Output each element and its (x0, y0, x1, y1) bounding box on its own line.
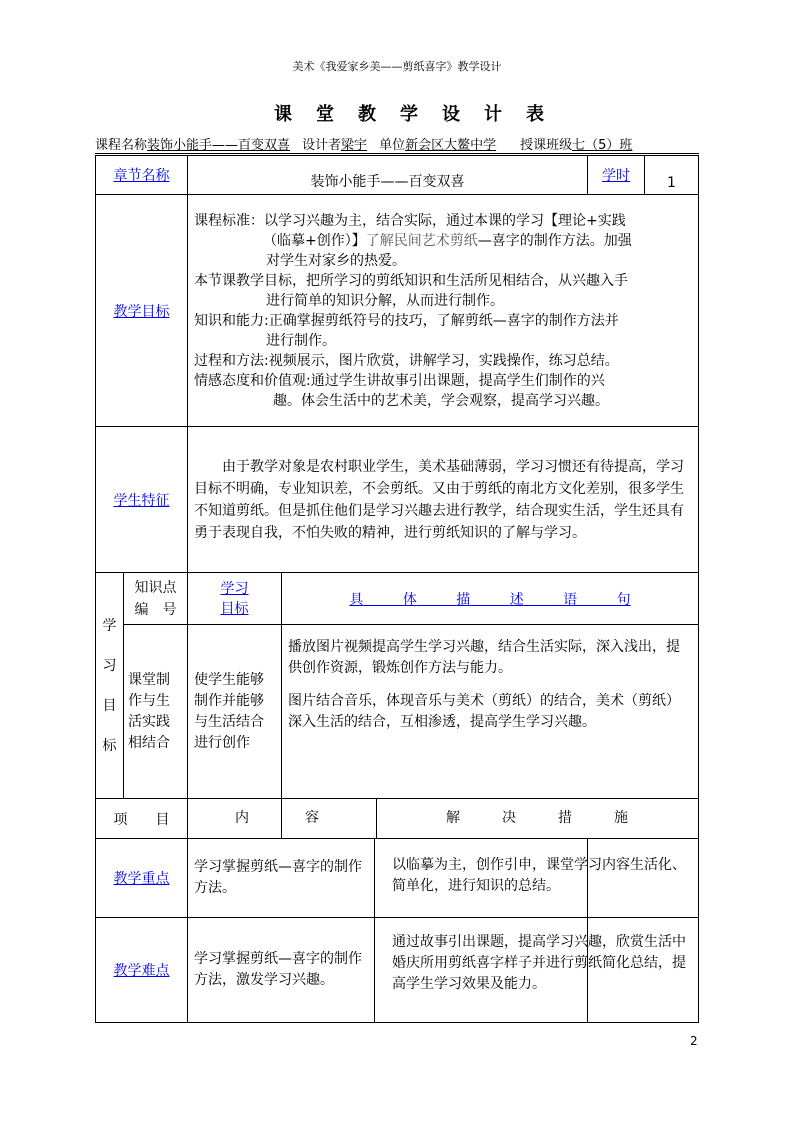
designer-label: 设计者 (302, 138, 342, 153)
key-label[interactable]: 教学重点 (96, 839, 188, 918)
chapter-row (96, 155, 699, 195)
knowledge-head-a: 知识点 (134, 579, 177, 596)
desc-char-6: 句 (616, 591, 631, 608)
description-cell (282, 625, 699, 799)
chapter-label[interactable]: 章节名称 (96, 155, 188, 195)
goals-line-9: 情感态度和价值观:通过学生讲故事引出课题，提高学生们制作的兴 (194, 372, 605, 389)
designer-value: 梁宇 (341, 138, 368, 153)
course-label: 课程名称 (95, 138, 148, 153)
chapter-value: 装饰小能手——百变双喜 (188, 155, 588, 195)
learning-side-label (96, 573, 124, 799)
difficult-content: 学习掌握剪纸—喜字的制作方法，激发学习兴趣。 (188, 918, 375, 1022)
goals-content (188, 195, 699, 427)
students-label[interactable]: 学生特征 (96, 427, 188, 573)
side-char-1: 学 (102, 617, 117, 634)
unit-label: 单位 (379, 138, 406, 153)
goals-line-4: 本节课教学目标，把所学习的剪纸知识和生活所见相结合，从兴趣入手 (194, 272, 628, 289)
goals-line-8: 过程和方法:视频展示，图片欣赏，讲解学习，实践操作，练习总结。 (194, 352, 619, 369)
content-head-overlay: 内 容 (235, 810, 319, 826)
side-char-2: 习 (102, 657, 117, 674)
objective-head-a: 学习 (220, 580, 249, 597)
hours-value: 1 (645, 155, 699, 195)
objective-head[interactable] (188, 573, 282, 625)
desc-char-5: 语 (563, 591, 578, 608)
students-text: 由于教学对象是农村职业学生，美术基础薄弱，学习习惯还有待提高，学习目标不明确，专业知识差，不会剪纸。又由于剪纸的南北方文化差别，很多学生不知道剪纸。但是抓住他们是学习兴趣去进行教学，结合现实生活，学生还具有勇于表现自我，不怕失败的精神，进行剪纸知识的了解与学习。 (194, 458, 684, 541)
knowledge-head (124, 573, 188, 625)
goals-line-2a: （临摹+创作）】 (263, 232, 366, 249)
key-content: 学习掌握剪纸—喜字的制作方法。 (188, 839, 375, 917)
goals-line-2b: 了解民间艺术剪纸 (365, 232, 478, 249)
knowledge-cell: 课堂制作与生活实践相结合 (124, 625, 188, 799)
side-char-3: 目 (102, 697, 117, 714)
goals-line-7: 进行制作。 (266, 332, 336, 349)
learning-head-row (96, 573, 699, 625)
goals-label[interactable]: 教学目标 (96, 195, 188, 427)
page-title: 课堂教学设计表 (274, 104, 568, 125)
difficult-solution: 通过故事引出课题，提高学习兴趣，欣赏生活中婚庆所用剪纸喜字样子并进行剪纸简化总结，提高学生学习效果及能力。 (392, 934, 686, 992)
description-para-2: 图片结合音乐，体现音乐与美术（剪纸）的结合，美术（剪纸）深入生活的结合，互相渗透，提高学生学习兴趣。 (288, 693, 680, 730)
goals-line-1: 课程标准：以学习兴趣为主，结合实际，通过本课的学习【理论+实践 (194, 212, 626, 229)
goals-line-3: 对学生对家乡的热爱。 (266, 252, 406, 269)
unit-value: 新会区大鳌中学 (405, 138, 497, 153)
desc-char-4: 述 (509, 591, 524, 608)
desc-char-2: 体 (402, 591, 417, 608)
objective-cell: 使学生能够制作并能够与生活结合进行创作 (188, 625, 282, 799)
goals-line-2c: —喜字的制作方法。加强 (477, 232, 632, 249)
learning-body-row (96, 625, 699, 799)
class-label: 授课班级 (520, 138, 573, 153)
page-number: 2 (690, 1034, 698, 1048)
knowledge-head-b: 编 号 (134, 601, 177, 618)
students-content (188, 427, 699, 573)
key-solution: 以临摹为主，创作引申，课堂学习内容生活化、简单化，进行知识的总结。 (392, 857, 686, 894)
course-info-line (95, 134, 705, 153)
course-value: 装饰小能手——百变双喜 (147, 138, 291, 153)
solution-head-overlay: 解 决 措 施 (446, 810, 628, 826)
difficult-label[interactable]: 教学难点 (96, 918, 188, 1023)
page-header: 美术《我爱家乡美——剪纸喜字》教学设计 (292, 60, 502, 73)
students-row (96, 427, 699, 573)
goals-line-5: 进行简单的知识分解，从而进行制作。 (266, 292, 504, 309)
goals-row (96, 195, 699, 427)
hours-label[interactable]: 学时 (588, 155, 645, 195)
desc-char-1: 具 (349, 591, 364, 608)
class-value: 七（5）班 (572, 138, 633, 153)
side-char-4: 标 (102, 737, 117, 754)
desc-char-3: 描 (456, 591, 471, 608)
objective-head-b: 目标 (220, 600, 249, 617)
item-head: 项 目 (96, 799, 188, 839)
goals-line-6: 知识和能力:正确掌握剪纸符号的技巧，了解剪纸—喜字的制作方法并 (194, 312, 619, 329)
description-head[interactable] (282, 573, 699, 625)
goals-line-10: 趣。体会生活中的艺术美，学会观察，提高学习兴趣。 (273, 392, 609, 409)
goals-line-2 (188, 231, 698, 251)
description-para-1: 播放图片视频提高学生学习兴趣，结合生活实际，深入浅出，提供创作资源，锻炼创作方法与能力。 (288, 639, 680, 676)
